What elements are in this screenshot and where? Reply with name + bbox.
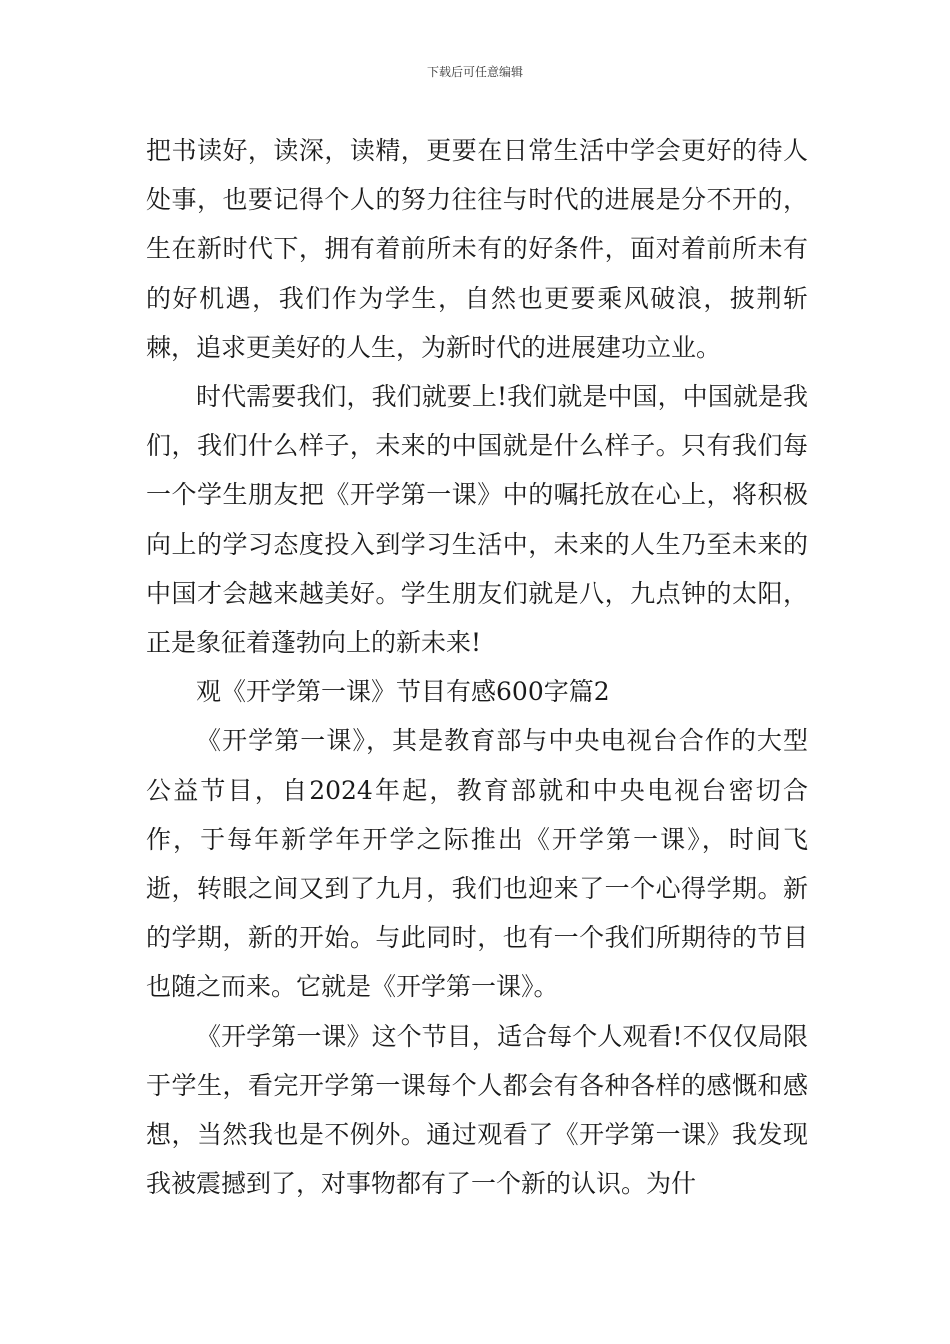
paragraph-2: 时代需要我们，我们就要上!我们就是中国，中国就是我们，我们什么样子，未来的中国就是什么样子。只有我们每一个学生朋友把《开学第一课》中的嘱托放在心上，将积极向上的学习态度投入到学习生活中，未来的人生乃至未来的中国才会越来越美好。学生朋友们就是八，九点钟的太阳，正是象征着蓬勃向上的新未来! [146, 382, 808, 658]
section-heading: 观《开学第一课》节目有感600字篇2 [196, 677, 610, 707]
paragraph-3: 《开学第一课》，其是教育部与中央电视台合作的大型公益节目，自2024年起，教育部就和中央电视台密切合作，于每年新学年开学之际推出《开学第一课》，时间飞逝，转眼之间又到了九月，我们也迎来了一个心得学期。新的学期，新的开始。与此同时，也有一个我们所期待的节目也随之而来。它就是《开学第一课》。 [146, 726, 808, 1002]
document-body [146, 126, 808, 1208]
paragraph-1: 把书读好，读深，读精，更要在日常生活中学会更好的待人处事，也要记得个人的努力往往与时代的进展是分不开的，生在新时代下，拥有着前所未有的好条件，面对着前所未有的好机遇，我们作为学生，自然也更要乘风破浪，披荆斩棘，追求更美好的人生，为新时代的进展建功立业。 [146, 136, 808, 362]
page-header: 下载后可任意编辑 [426, 65, 523, 79]
paragraph-4: 《开学第一课》这个节目，适合每个人观看!不仅仅局限于学生，看完开学第一课每个人都会有各种各样的感慨和感想，当然我也是不例外。通过观看了《开学第一课》我发现我被震撼到了，对事物都有了一个新的认识。为什 [146, 1021, 808, 1199]
